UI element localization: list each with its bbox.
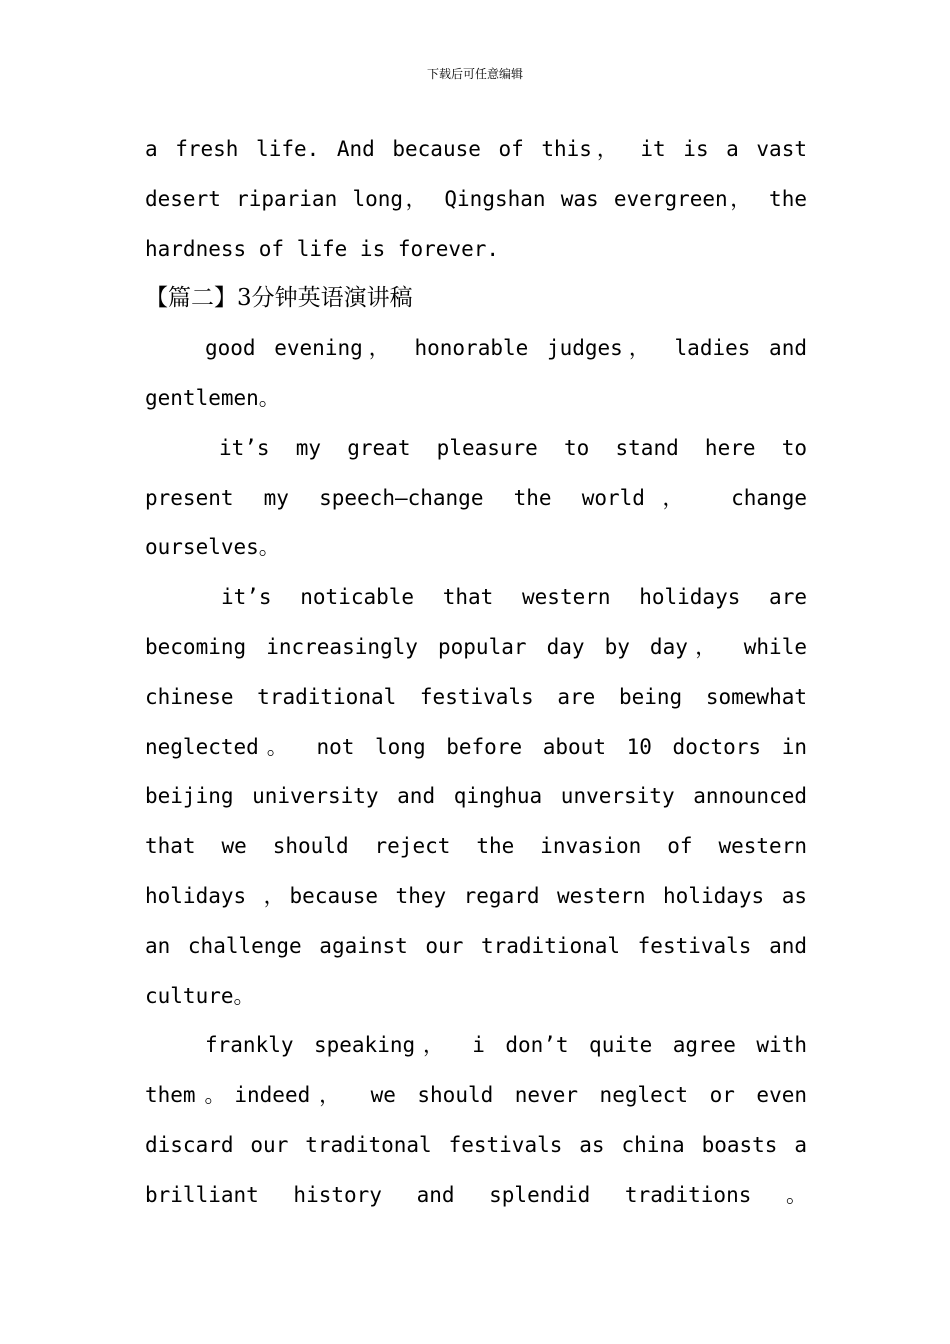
text-line: them。indeed， we should never neglect or even xyxy=(145,1083,807,1108)
text-line: chinese traditional festivals are being somewhat xyxy=(145,684,807,709)
text-line: present my speech—change the world， change xyxy=(145,485,807,510)
text-line: an challenge against our traditional festivals and xyxy=(145,933,807,958)
text-line: desert riparian long， Qingshan was evergreen， the xyxy=(145,186,807,211)
text-line: brilliant history and splendid traditions 。 xyxy=(145,1182,807,1207)
text-line: ourselves。 xyxy=(145,535,280,560)
text-line: it’s my great pleasure to stand here to xyxy=(219,435,807,460)
text-line: holidays ，because they regard western holidays as xyxy=(145,883,807,908)
text-line: neglected。 not long before about 10 doctors in xyxy=(145,734,807,759)
text-line: discard our traditonal festivals as china boasts a xyxy=(145,1132,807,1157)
text-line: gentlemen。 xyxy=(145,385,280,410)
page-header: 下载后可任意编辑 xyxy=(426,67,523,81)
text-line: a fresh life. And because of this， it is a vast xyxy=(145,137,807,161)
text-line: frankly speaking， i don’t quite agree with xyxy=(205,1033,807,1058)
text-line: hardness of life is forever. xyxy=(145,236,500,261)
text-line: beijing university and qinghua unversity announced xyxy=(145,784,807,809)
text-line: it’s noticable that western holidays are xyxy=(221,585,807,610)
section-heading: 【篇二】3分钟英语演讲稿 xyxy=(145,285,413,312)
document-body xyxy=(145,125,807,1221)
text-line: that we should reject the invasion of western xyxy=(145,834,807,859)
text-line: good evening， honorable judges， ladies and xyxy=(205,336,807,361)
text-line: culture。 xyxy=(145,983,255,1008)
text-line: becoming increasingly popular day by day， while xyxy=(145,634,807,659)
